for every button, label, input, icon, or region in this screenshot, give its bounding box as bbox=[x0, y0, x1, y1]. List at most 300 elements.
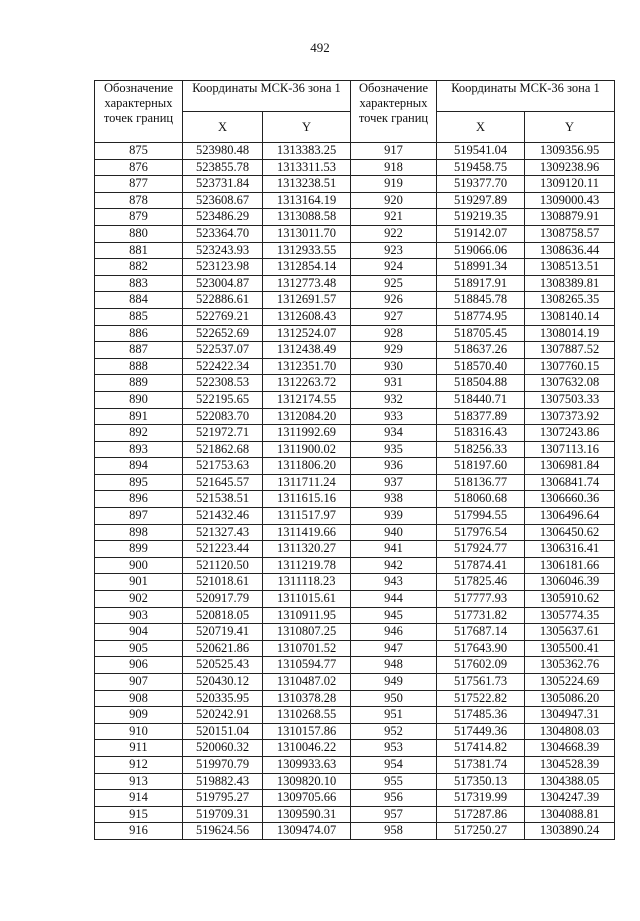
y-coordinate-cell: 1308014.19 bbox=[525, 325, 615, 342]
x-coordinate-cell: 519142.07 bbox=[437, 225, 525, 242]
point-number-cell: 934 bbox=[351, 425, 437, 442]
point-number-cell: 886 bbox=[95, 325, 183, 342]
x-coordinate-cell: 519541.04 bbox=[437, 143, 525, 160]
point-number-cell: 945 bbox=[351, 607, 437, 624]
table-row bbox=[95, 308, 615, 325]
y-coordinate-cell: 1313164.19 bbox=[263, 192, 351, 209]
point-number-cell: 915 bbox=[95, 806, 183, 823]
point-number-cell: 884 bbox=[95, 292, 183, 309]
x-coordinate-cell: 519709.31 bbox=[183, 806, 263, 823]
x-coordinate-cell: 521018.61 bbox=[183, 574, 263, 591]
point-number-cell: 932 bbox=[351, 391, 437, 408]
point-number-cell: 901 bbox=[95, 574, 183, 591]
x-coordinate-cell: 522083.70 bbox=[183, 408, 263, 425]
y-coordinate-cell: 1305500.41 bbox=[525, 640, 615, 657]
y-coordinate-cell: 1307760.15 bbox=[525, 358, 615, 375]
point-number-cell: 947 bbox=[351, 640, 437, 657]
x-coordinate-cell: 519219.35 bbox=[437, 209, 525, 226]
table-row bbox=[95, 541, 615, 558]
point-number-cell: 916 bbox=[95, 823, 183, 840]
point-number-cell: 914 bbox=[95, 790, 183, 807]
point-number-cell: 882 bbox=[95, 259, 183, 276]
table-row bbox=[95, 292, 615, 309]
table-row bbox=[95, 242, 615, 259]
point-number-cell: 907 bbox=[95, 674, 183, 691]
y-header-right: Y bbox=[525, 112, 615, 143]
point-number-cell: 926 bbox=[351, 292, 437, 309]
y-coordinate-cell: 1307632.08 bbox=[525, 375, 615, 392]
y-coordinate-cell: 1312854.14 bbox=[263, 259, 351, 276]
table-row bbox=[95, 458, 615, 475]
table-row bbox=[95, 259, 615, 276]
point-number-cell: 958 bbox=[351, 823, 437, 840]
y-coordinate-cell: 1312933.55 bbox=[263, 242, 351, 259]
point-number-cell: 946 bbox=[351, 624, 437, 641]
y-coordinate-cell: 1310807.25 bbox=[263, 624, 351, 641]
table-row bbox=[95, 790, 615, 807]
table-row bbox=[95, 574, 615, 591]
table-row bbox=[95, 607, 615, 624]
table-row bbox=[95, 740, 615, 757]
y-coordinate-cell: 1312351.70 bbox=[263, 358, 351, 375]
y-coordinate-cell: 1312263.72 bbox=[263, 375, 351, 392]
x-coordinate-cell: 521327.43 bbox=[183, 524, 263, 541]
y-coordinate-cell: 1303890.24 bbox=[525, 823, 615, 840]
x-coordinate-cell: 517319.99 bbox=[437, 790, 525, 807]
x-coordinate-cell: 520242.91 bbox=[183, 707, 263, 724]
x-coordinate-cell: 522652.69 bbox=[183, 325, 263, 342]
y-coordinate-cell: 1310378.28 bbox=[263, 690, 351, 707]
y-coordinate-cell: 1306496.64 bbox=[525, 508, 615, 525]
coordinates-table bbox=[94, 80, 615, 840]
point-number-cell: 877 bbox=[95, 176, 183, 193]
y-coordinate-cell: 1313238.51 bbox=[263, 176, 351, 193]
table-row bbox=[95, 275, 615, 292]
point-number-cell: 894 bbox=[95, 458, 183, 475]
y-coordinate-cell: 1305086.20 bbox=[525, 690, 615, 707]
x-coordinate-cell: 521538.51 bbox=[183, 491, 263, 508]
point-number-cell: 893 bbox=[95, 441, 183, 458]
table-row bbox=[95, 209, 615, 226]
y-coordinate-cell: 1309238.96 bbox=[525, 159, 615, 176]
point-number-cell: 937 bbox=[351, 474, 437, 491]
y-coordinate-cell: 1304247.39 bbox=[525, 790, 615, 807]
y-coordinate-cell: 1311015.61 bbox=[263, 591, 351, 608]
x-coordinate-cell: 523486.29 bbox=[183, 209, 263, 226]
point-number-cell: 936 bbox=[351, 458, 437, 475]
x-coordinate-cell: 517250.27 bbox=[437, 823, 525, 840]
x-coordinate-cell: 517777.93 bbox=[437, 591, 525, 608]
point-number-cell: 876 bbox=[95, 159, 183, 176]
x-coordinate-cell: 519458.75 bbox=[437, 159, 525, 176]
table-body bbox=[95, 143, 615, 840]
point-number-cell: 898 bbox=[95, 524, 183, 541]
table-row bbox=[95, 557, 615, 574]
x-coordinate-cell: 521972.71 bbox=[183, 425, 263, 442]
table-row bbox=[95, 524, 615, 541]
y-coordinate-cell: 1305224.69 bbox=[525, 674, 615, 691]
y-coordinate-cell: 1308265.35 bbox=[525, 292, 615, 309]
y-coordinate-cell: 1304947.31 bbox=[525, 707, 615, 724]
y-coordinate-cell: 1308879.91 bbox=[525, 209, 615, 226]
y-coordinate-cell: 1308513.51 bbox=[525, 259, 615, 276]
table-row bbox=[95, 375, 615, 392]
table-row bbox=[95, 425, 615, 442]
point-number-cell: 950 bbox=[351, 690, 437, 707]
x-coordinate-cell: 522195.65 bbox=[183, 391, 263, 408]
y-coordinate-cell: 1313311.53 bbox=[263, 159, 351, 176]
y-coordinate-cell: 1312084.20 bbox=[263, 408, 351, 425]
x-coordinate-cell: 520430.12 bbox=[183, 674, 263, 691]
x-coordinate-cell: 523855.78 bbox=[183, 159, 263, 176]
y-coordinate-cell: 1310487.02 bbox=[263, 674, 351, 691]
table-row bbox=[95, 508, 615, 525]
y-coordinate-cell: 1306981.84 bbox=[525, 458, 615, 475]
page-number: 492 bbox=[310, 40, 330, 55]
point-number-cell: 890 bbox=[95, 391, 183, 408]
y-coordinate-cell: 1304528.39 bbox=[525, 756, 615, 773]
point-number-cell: 908 bbox=[95, 690, 183, 707]
y-coordinate-cell: 1308758.57 bbox=[525, 225, 615, 242]
y-coordinate-cell: 1308389.81 bbox=[525, 275, 615, 292]
table-row bbox=[95, 823, 615, 840]
y-coordinate-cell: 1310594.77 bbox=[263, 657, 351, 674]
point-number-cell: 923 bbox=[351, 242, 437, 259]
x-coordinate-cell: 522422.34 bbox=[183, 358, 263, 375]
y-coordinate-cell: 1306660.36 bbox=[525, 491, 615, 508]
point-number-cell: 929 bbox=[351, 342, 437, 359]
point-number-cell: 954 bbox=[351, 756, 437, 773]
y-header-left: Y bbox=[263, 112, 351, 143]
y-coordinate-cell: 1304808.03 bbox=[525, 723, 615, 740]
y-coordinate-cell: 1311711.24 bbox=[263, 474, 351, 491]
point-number-cell: 897 bbox=[95, 508, 183, 525]
table-row bbox=[95, 408, 615, 425]
table-row bbox=[95, 756, 615, 773]
x-coordinate-cell: 517924.77 bbox=[437, 541, 525, 558]
y-coordinate-cell: 1311118.23 bbox=[263, 574, 351, 591]
x-coordinate-cell: 520621.86 bbox=[183, 640, 263, 657]
x-coordinate-cell: 517825.46 bbox=[437, 574, 525, 591]
point-number-cell: 912 bbox=[95, 756, 183, 773]
x-coordinate-cell: 520818.05 bbox=[183, 607, 263, 624]
y-coordinate-cell: 1311900.02 bbox=[263, 441, 351, 458]
x-coordinate-cell: 523980.48 bbox=[183, 143, 263, 160]
point-number-cell: 902 bbox=[95, 591, 183, 608]
y-coordinate-cell: 1309933.63 bbox=[263, 756, 351, 773]
x-coordinate-cell: 517731.82 bbox=[437, 607, 525, 624]
table-row bbox=[95, 325, 615, 342]
y-coordinate-cell: 1313383.25 bbox=[263, 143, 351, 160]
x-coordinate-cell: 517381.74 bbox=[437, 756, 525, 773]
x-coordinate-cell: 518440.71 bbox=[437, 391, 525, 408]
y-coordinate-cell: 1311615.16 bbox=[263, 491, 351, 508]
x-coordinate-cell: 520917.79 bbox=[183, 591, 263, 608]
x-coordinate-cell: 519377.70 bbox=[437, 176, 525, 193]
y-coordinate-cell: 1306450.62 bbox=[525, 524, 615, 541]
coords-header-left: Координаты МСК-36 зона 1 bbox=[183, 81, 351, 112]
x-coordinate-cell: 523243.93 bbox=[183, 242, 263, 259]
x-coordinate-cell: 518197.60 bbox=[437, 458, 525, 475]
x-coordinate-cell: 521645.57 bbox=[183, 474, 263, 491]
point-number-cell: 905 bbox=[95, 640, 183, 657]
x-coordinate-cell: 518316.43 bbox=[437, 425, 525, 442]
table-row bbox=[95, 342, 615, 359]
y-coordinate-cell: 1311992.69 bbox=[263, 425, 351, 442]
table-row bbox=[95, 391, 615, 408]
y-coordinate-cell: 1309356.95 bbox=[525, 143, 615, 160]
x-coordinate-cell: 521432.46 bbox=[183, 508, 263, 525]
point-number-cell: 951 bbox=[351, 707, 437, 724]
x-coordinate-cell: 517287.86 bbox=[437, 806, 525, 823]
point-number-cell: 952 bbox=[351, 723, 437, 740]
point-number-cell: 930 bbox=[351, 358, 437, 375]
table-row bbox=[95, 640, 615, 657]
point-number-cell: 917 bbox=[351, 143, 437, 160]
point-label-header-right: Обозначение характерных точек границ bbox=[351, 81, 437, 143]
x-coordinate-cell: 523123.98 bbox=[183, 259, 263, 276]
x-coordinate-cell: 521223.44 bbox=[183, 541, 263, 558]
point-number-cell: 924 bbox=[351, 259, 437, 276]
x-coordinate-cell: 518377.89 bbox=[437, 408, 525, 425]
x-coordinate-cell: 522886.61 bbox=[183, 292, 263, 309]
table-row bbox=[95, 358, 615, 375]
point-number-cell: 889 bbox=[95, 375, 183, 392]
table-row bbox=[95, 441, 615, 458]
point-number-cell: 955 bbox=[351, 773, 437, 790]
point-number-cell: 900 bbox=[95, 557, 183, 574]
x-coordinate-cell: 522769.21 bbox=[183, 308, 263, 325]
point-number-cell: 933 bbox=[351, 408, 437, 425]
x-coordinate-cell: 517976.54 bbox=[437, 524, 525, 541]
y-coordinate-cell: 1309474.07 bbox=[263, 823, 351, 840]
x-coordinate-cell: 517643.90 bbox=[437, 640, 525, 657]
point-number-cell: 881 bbox=[95, 242, 183, 259]
table-row bbox=[95, 624, 615, 641]
table-row bbox=[95, 707, 615, 724]
y-coordinate-cell: 1313011.70 bbox=[263, 225, 351, 242]
x-coordinate-cell: 518991.34 bbox=[437, 259, 525, 276]
x-coordinate-cell: 519882.43 bbox=[183, 773, 263, 790]
table-row bbox=[95, 192, 615, 209]
table-row bbox=[95, 657, 615, 674]
y-coordinate-cell: 1305910.62 bbox=[525, 591, 615, 608]
x-coordinate-cell: 523004.87 bbox=[183, 275, 263, 292]
point-number-cell: 878 bbox=[95, 192, 183, 209]
point-number-cell: 883 bbox=[95, 275, 183, 292]
y-coordinate-cell: 1312524.07 bbox=[263, 325, 351, 342]
point-number-cell: 938 bbox=[351, 491, 437, 508]
x-coordinate-cell: 518705.45 bbox=[437, 325, 525, 342]
y-coordinate-cell: 1312691.57 bbox=[263, 292, 351, 309]
y-coordinate-cell: 1304668.39 bbox=[525, 740, 615, 757]
table-row bbox=[95, 773, 615, 790]
y-coordinate-cell: 1305637.61 bbox=[525, 624, 615, 641]
table-row bbox=[95, 176, 615, 193]
point-number-cell: 928 bbox=[351, 325, 437, 342]
x-coordinate-cell: 518256.33 bbox=[437, 441, 525, 458]
x-coordinate-cell: 517485.36 bbox=[437, 707, 525, 724]
y-coordinate-cell: 1307887.52 bbox=[525, 342, 615, 359]
point-number-cell: 940 bbox=[351, 524, 437, 541]
y-coordinate-cell: 1306841.74 bbox=[525, 474, 615, 491]
point-number-cell: 910 bbox=[95, 723, 183, 740]
x-coordinate-cell: 518136.77 bbox=[437, 474, 525, 491]
point-number-cell: 920 bbox=[351, 192, 437, 209]
point-number-cell: 949 bbox=[351, 674, 437, 691]
y-coordinate-cell: 1313088.58 bbox=[263, 209, 351, 226]
point-number-cell: 895 bbox=[95, 474, 183, 491]
y-coordinate-cell: 1306316.41 bbox=[525, 541, 615, 558]
x-coordinate-cell: 522308.53 bbox=[183, 375, 263, 392]
point-number-cell: 875 bbox=[95, 143, 183, 160]
y-coordinate-cell: 1305774.35 bbox=[525, 607, 615, 624]
y-coordinate-cell: 1304388.05 bbox=[525, 773, 615, 790]
point-number-cell: 913 bbox=[95, 773, 183, 790]
y-coordinate-cell: 1312608.43 bbox=[263, 308, 351, 325]
x-coordinate-cell: 519297.89 bbox=[437, 192, 525, 209]
y-coordinate-cell: 1309705.66 bbox=[263, 790, 351, 807]
y-coordinate-cell: 1307243.86 bbox=[525, 425, 615, 442]
x-coordinate-cell: 518637.26 bbox=[437, 342, 525, 359]
x-coordinate-cell: 522537.07 bbox=[183, 342, 263, 359]
x-coordinate-cell: 519795.27 bbox=[183, 790, 263, 807]
table-row bbox=[95, 674, 615, 691]
y-coordinate-cell: 1310157.86 bbox=[263, 723, 351, 740]
x-coordinate-cell: 520060.32 bbox=[183, 740, 263, 757]
point-number-cell: 906 bbox=[95, 657, 183, 674]
point-number-cell: 904 bbox=[95, 624, 183, 641]
point-number-cell: 944 bbox=[351, 591, 437, 608]
x-coordinate-cell: 518504.88 bbox=[437, 375, 525, 392]
table-row bbox=[95, 159, 615, 176]
table-row bbox=[95, 690, 615, 707]
y-coordinate-cell: 1310268.55 bbox=[263, 707, 351, 724]
point-number-cell: 948 bbox=[351, 657, 437, 674]
x-coordinate-cell: 517449.36 bbox=[437, 723, 525, 740]
x-coordinate-cell: 517687.14 bbox=[437, 624, 525, 641]
point-number-cell: 939 bbox=[351, 508, 437, 525]
y-coordinate-cell: 1312174.55 bbox=[263, 391, 351, 408]
point-number-cell: 885 bbox=[95, 308, 183, 325]
x-coordinate-cell: 517602.09 bbox=[437, 657, 525, 674]
y-coordinate-cell: 1304088.81 bbox=[525, 806, 615, 823]
x-coordinate-cell: 520719.41 bbox=[183, 624, 263, 641]
x-coordinate-cell: 519066.06 bbox=[437, 242, 525, 259]
y-coordinate-cell: 1311320.27 bbox=[263, 541, 351, 558]
x-coordinate-cell: 523364.70 bbox=[183, 225, 263, 242]
y-coordinate-cell: 1305362.76 bbox=[525, 657, 615, 674]
x-coordinate-cell: 517414.82 bbox=[437, 740, 525, 757]
y-coordinate-cell: 1312773.48 bbox=[263, 275, 351, 292]
x-coordinate-cell: 521753.63 bbox=[183, 458, 263, 475]
table-row bbox=[95, 491, 615, 508]
point-number-cell: 953 bbox=[351, 740, 437, 757]
point-label-header-left: Обозначение характерных точек границ bbox=[95, 81, 183, 143]
y-coordinate-cell: 1306046.39 bbox=[525, 574, 615, 591]
point-number-cell: 935 bbox=[351, 441, 437, 458]
y-coordinate-cell: 1311219.78 bbox=[263, 557, 351, 574]
x-coordinate-cell: 518570.40 bbox=[437, 358, 525, 375]
point-number-cell: 943 bbox=[351, 574, 437, 591]
x-coordinate-cell: 520335.95 bbox=[183, 690, 263, 707]
y-coordinate-cell: 1306181.66 bbox=[525, 557, 615, 574]
x-coordinate-cell: 520151.04 bbox=[183, 723, 263, 740]
y-coordinate-cell: 1309820.10 bbox=[263, 773, 351, 790]
x-coordinate-cell: 521120.50 bbox=[183, 557, 263, 574]
point-number-cell: 931 bbox=[351, 375, 437, 392]
point-number-cell: 927 bbox=[351, 308, 437, 325]
coords-header-right: Координаты МСК-36 зона 1 bbox=[437, 81, 615, 112]
y-coordinate-cell: 1311806.20 bbox=[263, 458, 351, 475]
y-coordinate-cell: 1308140.14 bbox=[525, 308, 615, 325]
x-header-left: X bbox=[183, 112, 263, 143]
point-number-cell: 899 bbox=[95, 541, 183, 558]
x-header-right: X bbox=[437, 112, 525, 143]
y-coordinate-cell: 1309000.43 bbox=[525, 192, 615, 209]
point-number-cell: 911 bbox=[95, 740, 183, 757]
point-number-cell: 891 bbox=[95, 408, 183, 425]
y-coordinate-cell: 1308636.44 bbox=[525, 242, 615, 259]
point-number-cell: 919 bbox=[351, 176, 437, 193]
table-row bbox=[95, 474, 615, 491]
y-coordinate-cell: 1307503.33 bbox=[525, 391, 615, 408]
x-coordinate-cell: 517561.73 bbox=[437, 674, 525, 691]
x-coordinate-cell: 521862.68 bbox=[183, 441, 263, 458]
y-coordinate-cell: 1311419.66 bbox=[263, 524, 351, 541]
table-row bbox=[95, 143, 615, 160]
point-number-cell: 925 bbox=[351, 275, 437, 292]
y-coordinate-cell: 1309120.11 bbox=[525, 176, 615, 193]
x-coordinate-cell: 523731.84 bbox=[183, 176, 263, 193]
x-coordinate-cell: 519970.79 bbox=[183, 756, 263, 773]
point-number-cell: 887 bbox=[95, 342, 183, 359]
y-coordinate-cell: 1312438.49 bbox=[263, 342, 351, 359]
point-number-cell: 892 bbox=[95, 425, 183, 442]
point-number-cell: 880 bbox=[95, 225, 183, 242]
y-coordinate-cell: 1310046.22 bbox=[263, 740, 351, 757]
point-number-cell: 941 bbox=[351, 541, 437, 558]
table-row bbox=[95, 225, 615, 242]
x-coordinate-cell: 518845.78 bbox=[437, 292, 525, 309]
x-coordinate-cell: 519624.56 bbox=[183, 823, 263, 840]
point-number-cell: 903 bbox=[95, 607, 183, 624]
point-number-cell: 888 bbox=[95, 358, 183, 375]
y-coordinate-cell: 1307113.16 bbox=[525, 441, 615, 458]
y-coordinate-cell: 1310701.52 bbox=[263, 640, 351, 657]
x-coordinate-cell: 517874.41 bbox=[437, 557, 525, 574]
x-coordinate-cell: 523608.67 bbox=[183, 192, 263, 209]
point-number-cell: 896 bbox=[95, 491, 183, 508]
x-coordinate-cell: 517350.13 bbox=[437, 773, 525, 790]
x-coordinate-cell: 517522.82 bbox=[437, 690, 525, 707]
table-row bbox=[95, 806, 615, 823]
point-number-cell: 942 bbox=[351, 557, 437, 574]
table-row bbox=[95, 591, 615, 608]
point-number-cell: 921 bbox=[351, 209, 437, 226]
x-coordinate-cell: 517994.55 bbox=[437, 508, 525, 525]
y-coordinate-cell: 1309590.31 bbox=[263, 806, 351, 823]
x-coordinate-cell: 518774.95 bbox=[437, 308, 525, 325]
x-coordinate-cell: 518917.91 bbox=[437, 275, 525, 292]
y-coordinate-cell: 1311517.97 bbox=[263, 508, 351, 525]
x-coordinate-cell: 518060.68 bbox=[437, 491, 525, 508]
point-number-cell: 879 bbox=[95, 209, 183, 226]
point-number-cell: 956 bbox=[351, 790, 437, 807]
table-row bbox=[95, 723, 615, 740]
point-number-cell: 909 bbox=[95, 707, 183, 724]
y-coordinate-cell: 1307373.92 bbox=[525, 408, 615, 425]
